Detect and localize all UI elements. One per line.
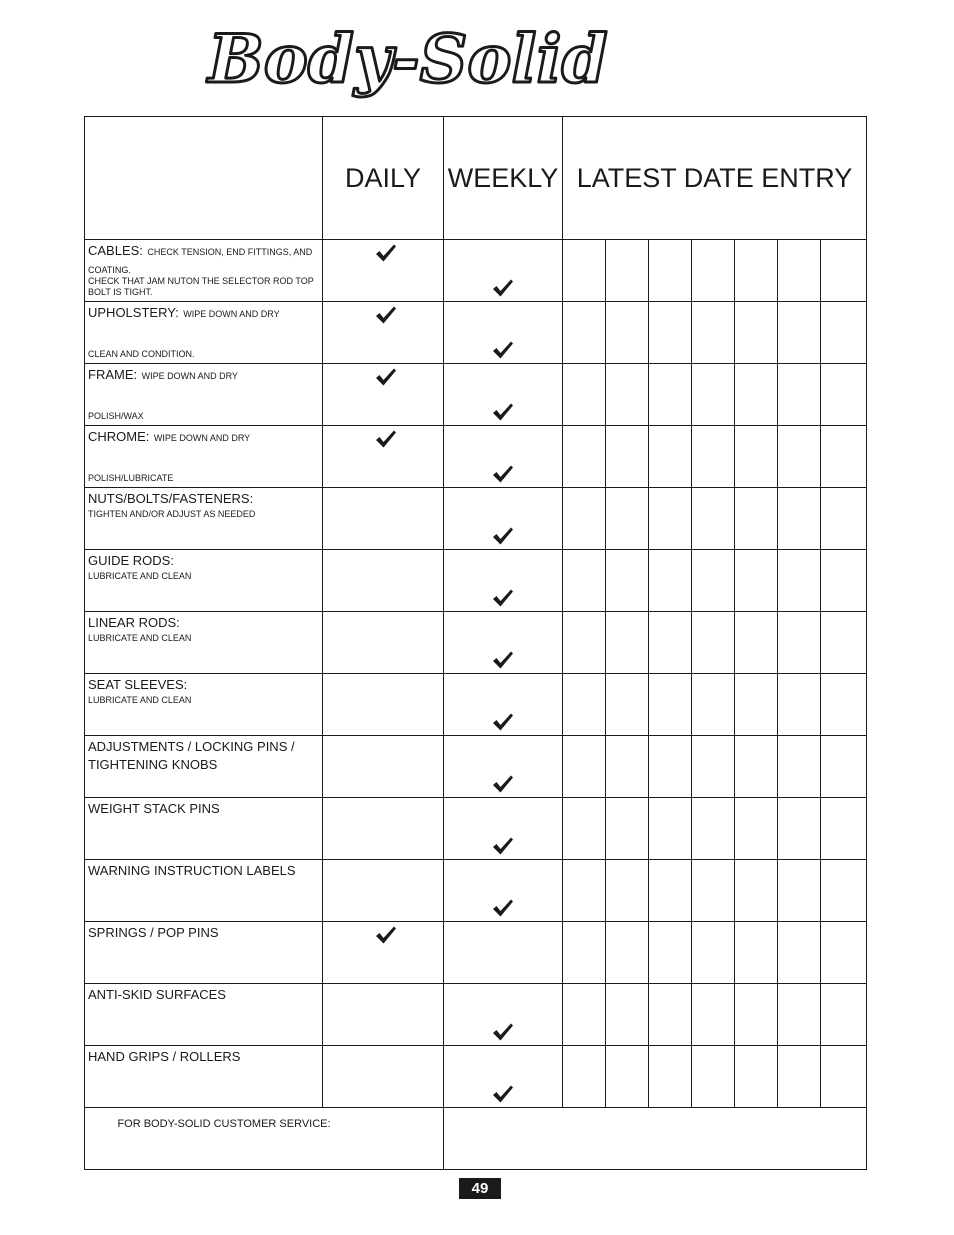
date-entry-cell[interactable] [692,674,735,736]
date-entry-cell[interactable] [778,364,821,426]
item-label-cell [85,488,323,550]
check-icon [375,305,397,325]
date-entry-cell[interactable] [692,612,735,674]
table-row [85,1046,867,1108]
date-entry-cell[interactable] [692,240,735,302]
date-entry-cell[interactable] [692,1046,735,1108]
weekly-cell [444,364,563,426]
date-entry-cell[interactable] [606,426,649,488]
item-weekly-instruction: POLISH/LUBRICATE [88,473,174,483]
item-instruction: TIGHTEN AND/OR ADJUST AS NEEDED [88,509,256,519]
date-entry-cell[interactable] [563,736,606,798]
date-entry-cell[interactable] [778,302,821,364]
date-entry-cell[interactable] [821,674,867,736]
weekly-cell [444,984,563,1046]
date-entry-cell[interactable] [778,674,821,736]
date-entry-cell[interactable] [778,426,821,488]
date-entry-cell[interactable] [735,612,778,674]
date-entry-cell[interactable] [563,922,606,984]
date-entry-cell[interactable] [563,984,606,1046]
customer-service-label: FOR BODY-SOLID CUSTOMER SERVICE: [85,1108,444,1170]
date-entry-cell[interactable] [692,302,735,364]
item-label-cell [85,364,323,426]
date-entry-cell[interactable] [563,488,606,550]
check-icon [492,774,514,794]
item-title: GUIDE RODS: [88,553,174,568]
date-entry-cell[interactable] [649,302,692,364]
item-title: ADJUSTMENTS / LOCKING PINS / TIGHTENING KNOBS [88,739,295,772]
date-entry-cell[interactable] [778,612,821,674]
item-title: SPRINGS / POP PINS [88,925,219,940]
date-entry-cell[interactable] [649,860,692,922]
date-entry-cell[interactable] [649,240,692,302]
table-row [85,736,867,798]
date-entry-cell[interactable] [606,674,649,736]
date-entry-cell[interactable] [821,860,867,922]
weekly-cell [444,922,563,984]
daily-cell [323,302,444,364]
date-entry-cell[interactable] [821,922,867,984]
date-entry-cell[interactable] [778,922,821,984]
date-entry-cell[interactable] [735,364,778,426]
item-title: WEIGHT STACK PINS [88,801,220,816]
svg-text:Body-Solid: Body-Solid [208,20,608,98]
date-entry-cell[interactable] [606,798,649,860]
date-entry-cell[interactable] [563,240,606,302]
item-instruction: LUBRICATE AND CLEAN [88,571,192,581]
date-entry-cell[interactable] [778,488,821,550]
date-entry-cell[interactable] [649,736,692,798]
check-icon [492,650,514,670]
date-entry-cell[interactable] [778,860,821,922]
header-daily: DAILY [323,117,444,240]
table-row [85,860,867,922]
daily-cell [323,798,444,860]
page-number: 49 [459,1178,501,1199]
date-entry-cell[interactable] [692,426,735,488]
date-entry-cell[interactable] [692,860,735,922]
weekly-cell [444,550,563,612]
table-row [85,240,867,302]
header-latest-date-entry: LATEST DATE ENTRY [563,117,867,240]
table-row [85,798,867,860]
date-entry-cell[interactable] [649,984,692,1046]
date-entry-cell[interactable] [649,922,692,984]
item-instruction: CHECK TENSION, END FITTINGS, AND COATING. [88,247,313,275]
check-icon [492,588,514,608]
daily-cell [323,1046,444,1108]
daily-cell [323,426,444,488]
weekly-cell [444,1046,563,1108]
footer-row [85,1108,867,1170]
check-icon [492,278,514,298]
check-icon [492,526,514,546]
date-entry-cell[interactable] [606,860,649,922]
item-weekly-instruction: CLEAN AND CONDITION. [88,349,195,359]
item-title: LINEAR RODS: [88,615,180,630]
date-entry-cell[interactable] [606,550,649,612]
daily-cell [323,674,444,736]
date-entry-cell[interactable] [606,612,649,674]
item-title: FRAME: [88,367,138,382]
item-label-cell [85,984,323,1046]
date-entry-cell[interactable] [735,240,778,302]
item-weekly-instruction: POLISH/WAX [88,411,144,421]
date-entry-cell[interactable] [735,736,778,798]
date-entry-cell[interactable] [821,736,867,798]
item-label-cell [85,550,323,612]
item-label-cell [85,798,323,860]
date-entry-cell[interactable] [778,798,821,860]
table-row [85,364,867,426]
item-title: NUTS/BOLTS/FASTENERS: [88,491,254,506]
date-entry-cell[interactable] [563,798,606,860]
date-entry-cell[interactable] [821,426,867,488]
date-entry-cell[interactable] [606,488,649,550]
item-label-cell [85,240,323,302]
check-icon [375,367,397,387]
daily-cell [323,364,444,426]
table-row [85,488,867,550]
date-entry-cell[interactable] [563,426,606,488]
item-title: SEAT SLEEVES: [88,677,188,692]
date-entry-cell[interactable] [649,1046,692,1108]
date-entry-cell[interactable] [735,860,778,922]
table-row [85,302,867,364]
item-title: ANTI-SKID SURFACES [88,987,226,1002]
check-icon [375,429,397,449]
check-icon [492,1022,514,1042]
date-entry-cell[interactable] [606,364,649,426]
date-entry-cell[interactable] [692,798,735,860]
check-icon [375,243,397,263]
table-row [85,426,867,488]
daily-cell [323,240,444,302]
date-entry-cell[interactable] [649,674,692,736]
item-label-cell [85,612,323,674]
item-title: HAND GRIPS / ROLLERS [88,1049,241,1064]
date-entry-cell[interactable] [821,550,867,612]
date-entry-cell[interactable] [821,240,867,302]
date-entry-cell[interactable] [606,302,649,364]
header-item-blank [85,117,323,240]
date-entry-cell[interactable] [649,798,692,860]
check-icon [492,402,514,422]
weekly-cell [444,736,563,798]
date-entry-cell[interactable] [778,1046,821,1108]
item-label-cell [85,426,323,488]
date-entry-cell[interactable] [563,860,606,922]
daily-cell [323,550,444,612]
date-entry-cell[interactable] [735,922,778,984]
date-entry-cell[interactable] [821,798,867,860]
item-label-cell [85,1046,323,1108]
check-icon [375,925,397,945]
date-entry-cell[interactable] [735,798,778,860]
date-entry-cell[interactable] [692,922,735,984]
weekly-cell [444,302,563,364]
date-entry-cell[interactable] [563,674,606,736]
date-entry-cell[interactable] [649,364,692,426]
date-entry-cell[interactable] [821,984,867,1046]
check-icon [492,340,514,360]
check-icon [492,898,514,918]
item-instruction: WIPE DOWN AND DRY [183,309,280,319]
maintenance-log-table [84,116,867,1170]
logo-wordmark [200,18,630,110]
daily-cell [323,488,444,550]
daily-cell [323,736,444,798]
date-entry-cell[interactable] [735,426,778,488]
item-label-cell [85,736,323,798]
date-entry-cell[interactable] [821,302,867,364]
date-entry-cell[interactable] [649,550,692,612]
weekly-cell [444,240,563,302]
date-entry-cell[interactable] [692,984,735,1046]
date-entry-cell[interactable] [735,302,778,364]
date-entry-cell[interactable] [649,612,692,674]
date-entry-cell[interactable] [692,488,735,550]
weekly-cell [444,612,563,674]
date-entry-cell[interactable] [563,302,606,364]
weekly-cell [444,674,563,736]
item-title: CABLES: [88,243,143,258]
date-entry-cell[interactable] [692,364,735,426]
date-entry-cell[interactable] [778,736,821,798]
table-row [85,922,867,984]
item-instruction: WIPE DOWN AND DRY [141,371,238,381]
date-entry-cell[interactable] [563,1046,606,1108]
item-title: WARNING INSTRUCTION LABELS [88,863,296,878]
item-instruction: LUBRICATE AND CLEAN [88,695,192,705]
date-entry-cell[interactable] [606,1046,649,1108]
date-entry-cell[interactable] [778,550,821,612]
weekly-cell [444,488,563,550]
date-entry-cell[interactable] [563,612,606,674]
date-entry-cell[interactable] [778,240,821,302]
date-entry-cell[interactable] [606,984,649,1046]
date-entry-cell[interactable] [735,488,778,550]
daily-cell [323,860,444,922]
check-icon [492,712,514,732]
date-entry-cell[interactable] [692,736,735,798]
table-row [85,550,867,612]
check-icon [492,464,514,484]
check-icon [492,836,514,856]
body-solid-logo [200,18,630,110]
date-entry-cell[interactable] [778,984,821,1046]
table-row [85,984,867,1046]
date-entry-cell[interactable] [606,240,649,302]
header-weekly: WEEKLY [444,117,563,240]
log-body [85,240,867,1108]
header-row [85,117,867,240]
date-entry-cell[interactable] [735,1046,778,1108]
check-icon [492,1084,514,1104]
item-title: CHROME: [88,429,150,444]
item-instruction: WIPE DOWN AND DRY [153,433,251,443]
date-entry-cell[interactable] [735,674,778,736]
date-entry-cell[interactable] [563,364,606,426]
item-label-cell [85,302,323,364]
date-entry-cell[interactable] [606,736,649,798]
date-entry-cell[interactable] [606,922,649,984]
date-entry-cell[interactable] [821,364,867,426]
item-instruction: LUBRICATE AND CLEAN [88,633,192,643]
table-row [85,612,867,674]
weekly-cell [444,798,563,860]
date-entry-cell[interactable] [821,1046,867,1108]
date-entry-cell[interactable] [649,426,692,488]
date-entry-cell[interactable] [735,984,778,1046]
date-entry-cell[interactable] [649,488,692,550]
weekly-cell [444,860,563,922]
table-row [85,674,867,736]
date-entry-cell[interactable] [821,488,867,550]
daily-cell [323,984,444,1046]
daily-cell [323,922,444,984]
date-entry-cell[interactable] [821,612,867,674]
daily-cell [323,612,444,674]
item-label-cell [85,674,323,736]
date-entry-cell[interactable] [735,550,778,612]
customer-service-field[interactable] [444,1108,867,1170]
weekly-cell [444,426,563,488]
item-weekly-instruction: CHECK THAT JAM NUTON THE SELECTOR ROD TOP BOLT IS TIGHT. [88,276,314,297]
item-label-cell [85,860,323,922]
item-title: UPHOLSTERY: [88,305,179,320]
item-label-cell [85,922,323,984]
date-entry-cell[interactable] [692,550,735,612]
date-entry-cell[interactable] [563,550,606,612]
